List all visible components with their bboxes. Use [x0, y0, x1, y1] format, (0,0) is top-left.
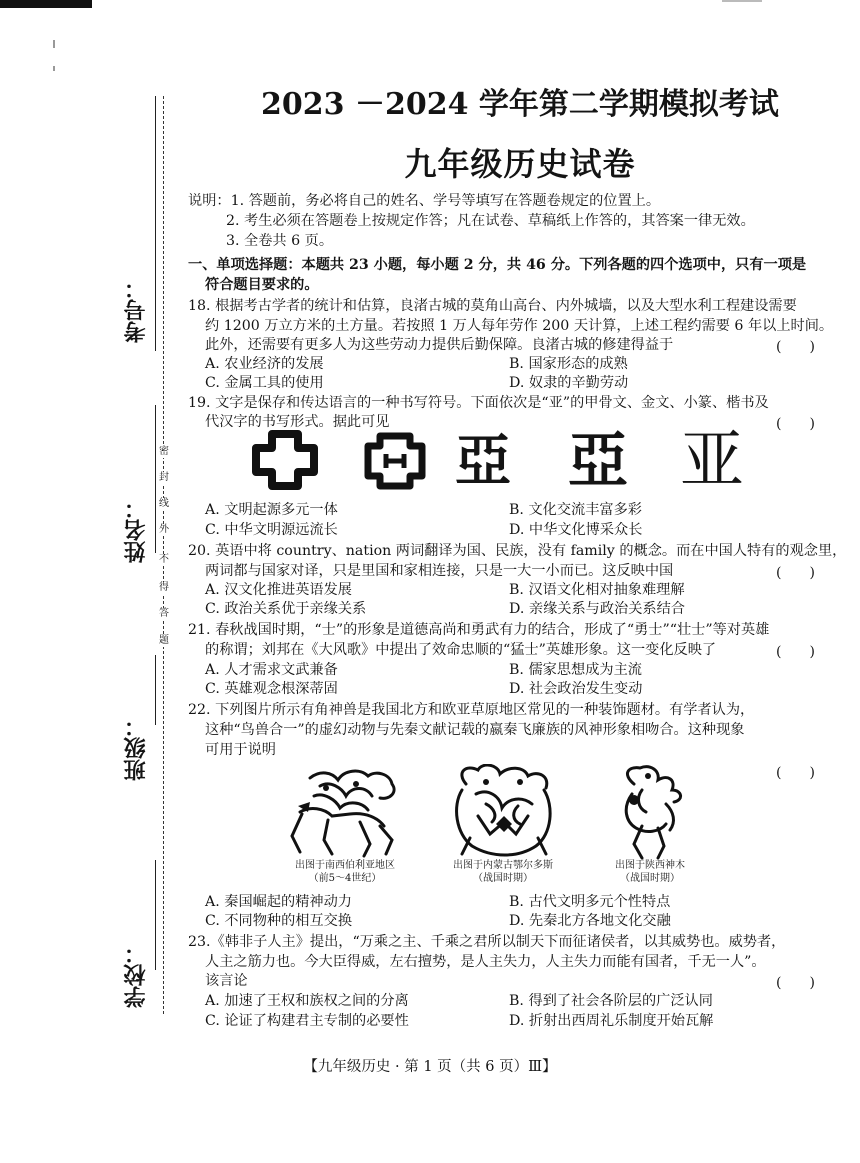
seal-script-glyph: 亞: [455, 428, 511, 494]
scan-dust: [53, 40, 55, 48]
question-18-text: 此外，还需要有更多人为这些劳动力提供后勤保障。良渚古城的修建得益于: [205, 337, 674, 353]
image-caption-place: 出图于南西伯利亚地区: [295, 860, 395, 871]
oracle-bone-glyph: [250, 430, 320, 490]
exam-title: 2023 －2024 学年第二学期模拟考试: [261, 87, 779, 122]
scan-dust: [53, 66, 55, 71]
seal-char: 得: [159, 582, 169, 593]
option-a[interactable]: A. 加速了王权和族权之间的分离: [205, 993, 409, 1009]
question-20-text: 20. 英语中将 country、nation 两词翻译为国、民族，没有 family 的概念。而在中国人特有的观念里，: [188, 543, 847, 559]
exam-number-label: 考号：: [123, 277, 149, 343]
section-heading: 符合题目要求的。: [205, 277, 319, 293]
answer-bracket: ( ): [776, 416, 815, 432]
horned-beast-siberia-image: [280, 766, 410, 860]
option-d[interactable]: D. 折射出西周礼乐制度开始瓦解: [509, 1013, 714, 1029]
page-footer: 【九年级历史 · 第 1 页（共 6 页）Ⅲ】: [303, 1059, 557, 1075]
option-b[interactable]: B. 汉语文化相对抽象难理解: [509, 582, 685, 598]
option-b[interactable]: B. 国家形态的成熟: [509, 356, 628, 372]
question-20-text: 两词都与国家对译，只是里国和家相连接，只是一大一小而已。这反映中国: [205, 563, 674, 579]
glyph-evolution-row: [250, 424, 770, 498]
option-a[interactable]: A. 秦国崛起的精神动力: [205, 894, 352, 910]
option-c[interactable]: C. 中华文明源远流长: [205, 522, 338, 538]
seal-char: 答: [159, 608, 169, 619]
option-d[interactable]: D. 先秦北方各地文化交融: [509, 913, 671, 929]
seal-char: 不: [159, 554, 169, 565]
option-b[interactable]: B. 儒家思想成为主流: [509, 662, 642, 678]
seal-char: 外: [159, 524, 169, 535]
question-21-text: 21. 春秋战国时期，“士”的形象是道德高尚和勇武有力的结合，形成了“勇士”“壮士”等对英雄: [188, 622, 770, 638]
class-label: 班级：: [123, 715, 149, 781]
image-caption-place: 出图于内蒙古鄂尔多斯: [453, 860, 553, 871]
horned-beast-ordos-image: [442, 764, 564, 860]
name-field[interactable]: [155, 405, 156, 553]
seal-char: 封: [159, 472, 169, 483]
image-caption-period: （战国时期）: [473, 873, 533, 884]
option-d[interactable]: D. 奴隶的辛勤劳动: [509, 375, 629, 391]
regular-script-glyph: 亞: [568, 426, 628, 496]
option-b[interactable]: B. 古代文明多元个性特点: [509, 894, 671, 910]
image-caption: [438, 859, 568, 885]
school-field[interactable]: [155, 860, 156, 970]
option-a[interactable]: A. 文明起源多元一体: [205, 502, 338, 518]
option-c[interactable]: C. 不同物种的相互交换: [205, 913, 353, 929]
instruction-line: 说明：1. 答题前，务必将自己的姓名、学号等填写在答题卷规定的位置上。: [188, 193, 661, 209]
question-23-text: 23.《韩非子人主》提出，“万乘之主、千乘之君所以制天下而征诸侯者，以其威势也。威势者，: [188, 934, 786, 950]
answer-bracket: ( ): [776, 565, 815, 581]
image-caption: [590, 859, 710, 885]
question-22-text: 这种“鸟兽合一”的虚幻动物与先秦文献记载的嬴秦飞廉族的风神形象相吻合。这种现象: [205, 722, 745, 738]
question-19-text: 19. 文字是保存和传达语言的一种书写符号。下面依次是“亚”的甲骨文、金文、小篆、楷书及: [188, 395, 769, 411]
answer-bracket: ( ): [776, 339, 815, 355]
question-18-text: 约 1200 万立方米的土方量。若按照 1 万人每年劳作 200 天计算，上述工程约需要 6 年以上时间。: [205, 318, 834, 334]
option-a[interactable]: A. 农业经济的发展: [205, 356, 324, 372]
option-b[interactable]: B. 文化交流丰富多彩: [509, 502, 642, 518]
name-label: 姓名：: [123, 497, 149, 563]
option-c[interactable]: C. 金属工具的使用: [205, 375, 324, 391]
seal-char: 题: [159, 635, 169, 646]
exam-number-field[interactable]: [155, 96, 156, 351]
question-21-text: 的称谓；刘邦在《大风歌》中提出了效命忠顺的“猛士”英雄形象。这一变化反映了: [205, 642, 717, 658]
bronze-inscription-glyph: [360, 430, 430, 490]
question-19-text: 代汉字的书写形式。据此可见: [205, 414, 390, 430]
paper-subtitle: 九年级历史试卷: [404, 145, 636, 183]
question-23-text: 人主之筋力也。今大臣得威，左右擅势，是人主失力，人主失力而能有国者，千无一人”。: [205, 954, 766, 970]
question-18-text: 18. 根据考古学者的统计和估算，良渚古城的莫角山高台、内外城墙，以及大型水利工程建设需要: [188, 298, 797, 314]
image-caption-period: （战国时期）: [620, 873, 680, 884]
question-22-text: 可用于说明: [205, 742, 276, 758]
modern-glyph: 亚: [680, 424, 744, 498]
class-field[interactable]: [155, 655, 156, 725]
instruction-line: 3. 全卷共 6 页。: [226, 233, 334, 249]
image-caption-period: （前5～4世纪）: [308, 873, 382, 884]
answer-bracket: ( ): [776, 975, 815, 991]
option-c[interactable]: C. 英雄观念根深蒂固: [205, 681, 338, 697]
question-22-text: 22. 下列图片所示有角神兽是我国北方和欧亚草原地区常见的一种装饰题材。有学者认为，: [188, 702, 755, 718]
scan-edge-mark: [0, 0, 92, 8]
option-c[interactable]: C. 论证了构建君主专制的必要性: [205, 1013, 409, 1029]
option-a[interactable]: A. 汉文化推进英语发展: [205, 582, 352, 598]
option-d[interactable]: D. 中华文化博采众长: [509, 522, 643, 538]
horned-beast-shenmu-image: [612, 764, 692, 860]
seal-char: 线: [159, 498, 169, 509]
option-b[interactable]: B. 得到了社会各阶层的广泛认同: [509, 993, 713, 1009]
option-a[interactable]: A. 人才需求文武兼备: [205, 662, 338, 678]
answer-bracket: ( ): [776, 644, 815, 660]
scan-edge-mark: [722, 0, 762, 2]
seal-char: 密: [159, 446, 169, 457]
instruction-line: 2. 考生必须在答题卷上按规定作答；凡在试卷、草稿纸上作答的，其答案一律无效。: [226, 213, 755, 229]
school-label: 学校：: [123, 942, 149, 1008]
image-caption-place: 出图于陕西神木: [615, 860, 685, 871]
question-23-text: 该言论: [205, 973, 248, 989]
image-caption: [275, 859, 415, 885]
option-c[interactable]: C. 政治关系优于亲缘关系: [205, 601, 367, 617]
option-d[interactable]: D. 社会政治发生变动: [509, 681, 643, 697]
section-heading: 一、单项选择题：本题共 23 小题，每小题 2 分，共 46 分。下列各题的四个选项中，只有一项是: [188, 257, 807, 273]
answer-bracket: ( ): [776, 765, 815, 781]
option-d[interactable]: D. 亲缘关系与政治关系结合: [509, 601, 685, 617]
